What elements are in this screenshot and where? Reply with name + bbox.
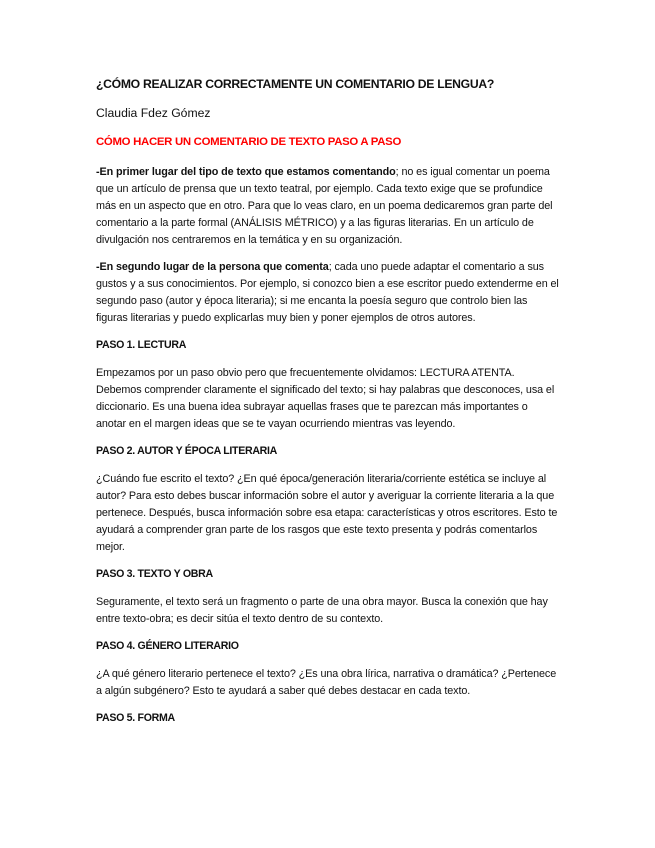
- step4-paragraph: ¿A qué género literario pertenece el texto? ¿Es una obra lírica, narrativa o dramática? ¿Pertenece a algún subgénero? Esto te ayudará a saber qué debes destacar en cada texto.: [96, 668, 557, 697]
- document-title: ¿CÓMO REALIZAR CORRECTAMENTE UN COMENTARIO DE LENGUA?: [96, 77, 495, 91]
- step3-paragraph: Seguramente, el texto será un fragmento o parte de una obra mayor. Busca la conexión que hay entre texto-obra; es decir sitúa el texto dentro de su contexto.: [96, 596, 548, 625]
- step3-heading: PASO 3. TEXTO Y OBRA: [96, 568, 213, 580]
- step2-paragraph: ¿Cuándo fue escrito el texto? ¿En qué época/generación literaria/corriente estética se incluye al autor? Para esto debes buscar información sobre el autor y averiguar la corriente literaria a la que pertenece. Después, busca información sobre esa etapa: características y otros escritores. Esto te ayudará a comprender gran parte de los rasgos que este texto presenta y podrás comentarlos mejor.: [96, 473, 558, 553]
- intro-paragraph-1: [96, 164, 560, 249]
- step5-heading: PASO 5. FORMA: [96, 712, 175, 724]
- document-subtitle: CÓMO HACER UN COMENTARIO DE TEXTO PASO A PASO: [96, 136, 402, 148]
- step1-heading: PASO 1. LECTURA: [96, 339, 187, 351]
- intro-paragraph-2-lead: -En segundo lugar de la persona que comenta: [96, 261, 329, 273]
- intro-paragraph-1-text: ; no es igual comentar un poema que un artículo de prensa que un texto teatral, por ejemplo. Cada texto exige que se profundice más en un aspecto que en otro. Para que lo veas claro, en un poema dedicaremos gran parte del comentario a la parte formal (ANÁLISIS MÉTRICO) y a las figuras literarias. En un artículo de divulgación nos centraremos en la temática y en su organización.: [96, 166, 553, 246]
- intro-paragraph-2-text: ; cada uno puede adaptar el comentario a sus gustos y a sus conocimientos. Por ejemplo, si conozco bien a ese escritor puedo extenderme en el segundo paso (autor y época literaria); si me encanta la poesía seguro que controlo bien las figuras literarias y puedo explicarlas muy bien y poner ejemplos de otros autores.: [96, 261, 559, 324]
- step1-paragraph: Empezamos por un paso obvio pero que frecuentemente olvidamos: LECTURA ATENTA. Debemos comprender claramente el significado del texto; si hay palabras que desconoces, usa el diccionario. Es una buena idea subrayar aquellas frases que te parezcan más importantes o anotar en el margen ideas que se te vayan ocurriendo mientras vas leyendo.: [96, 367, 555, 430]
- intro-paragraph-1-lead: -En primer lugar del tipo de texto que estamos comentando: [96, 166, 396, 178]
- step4-heading: PASO 4. GÉNERO LITERARIO: [96, 640, 239, 652]
- intro-paragraph-2: [96, 259, 560, 327]
- step2-heading: PASO 2. AUTOR Y ÉPOCA LITERARIA: [96, 445, 278, 457]
- document-author: Claudia Fdez Gómez: [96, 106, 211, 120]
